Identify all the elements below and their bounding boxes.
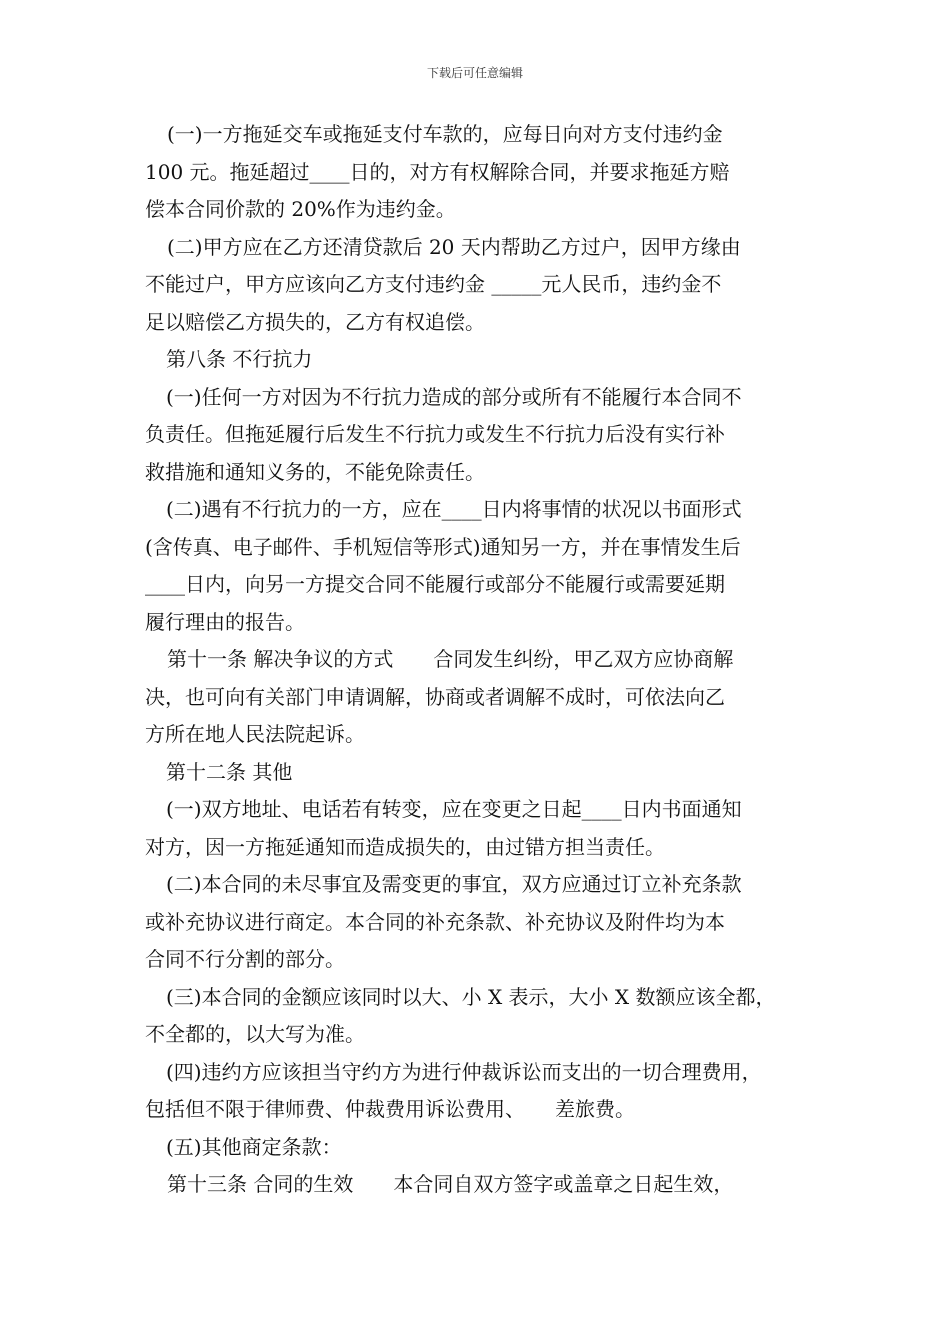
paragraph-line: 不能过户，甲方应该向乙方支付违约金 _____元人民币，违约金不 — [145, 272, 722, 296]
paragraph-line: 负责任。但拖延履行后发生不行抗力或发生不行抗力后没有实行补 — [145, 422, 725, 446]
paragraph-line: 履行理由的报告。 — [145, 609, 305, 634]
paragraph-line: 不全都的，以大写为准。 — [145, 1022, 365, 1046]
paragraph-line: (五)其他商定条款： — [166, 1134, 342, 1159]
paragraph-line: (二)甲方应在乙方还清贷款后 20 天内帮助乙方过户，因甲方缘由 — [167, 234, 741, 259]
paragraph-line: (一)一方拖延交车或拖延支付车款的，应每日向对方支付违约金 — [167, 122, 723, 146]
paragraph-line: (含传真、电子邮件、手机短信等形式)通知另一方，并在事情发生后 — [145, 534, 741, 559]
paragraph-line: (三)本合同的金额应该同时以大、小 X 表示，大小 X 数额应该全都， — [166, 984, 776, 1009]
paragraph-line: (一)任何一方对因为不行抗力造成的部分或所有不能履行本合同不 — [166, 384, 742, 409]
section-heading: 第十二条 其他 — [166, 759, 293, 784]
paragraph-line: (四)违约方应该担当守约方为进行仲裁诉讼而支出的一切合理费用， — [166, 1059, 762, 1084]
section-heading: 第十三条 合同的生效 本合同自双方签字或盖章之日起生效， — [167, 1172, 734, 1196]
section-heading: 第十一条 解决争议的方式 合同发生纠纷，甲乙双方应协商解 — [167, 647, 734, 671]
section-heading: 第八条 不行抗力 — [166, 347, 313, 371]
document-body — [145, 116, 815, 1204]
paragraph-line: (二)本合同的未尽事宜及需变更的事宜，双方应通过订立补充条款 — [166, 872, 742, 896]
page-header: 下载后可任意编辑 — [426, 66, 523, 80]
paragraph-line: 对方，因一方拖延通知而造成损失的，由过错方担当责任。 — [145, 834, 665, 859]
paragraph-line: 或补充协议进行商定。本合同的补充条款、补充协议及附件均为本 — [145, 909, 725, 934]
paragraph-line: 偿本合同价款的 20%作为违约金。 — [145, 197, 456, 221]
paragraph-line: 包括但不限于律师费、仲裁费用诉讼费用、 差旅费。 — [145, 1097, 635, 1121]
paragraph-line: (二)遇有不行抗力的一方，应在____日内将事情的状况以书面形式 — [166, 497, 742, 521]
paragraph-line: 救措施和通知义务的，不能免除责任。 — [145, 459, 485, 484]
paragraph-line: 100 元。拖延超过____日的，对方有权解除合同，并要求拖延方赔 — [145, 159, 730, 184]
paragraph-line: 方所在地人民法院起诉。 — [145, 722, 365, 746]
paragraph-line: (一)双方地址、电话若有转变，应在变更之日起____日内书面通知 — [166, 797, 742, 821]
paragraph-line: 合同不行分割的部分。 — [145, 947, 345, 971]
paragraph-line: 决，也可向有关部门申请调解，协商或者调解不成时，可依法向乙 — [145, 684, 725, 709]
paragraph-line: 足以赔偿乙方损失的，乙方有权追偿。 — [145, 309, 485, 334]
paragraph-line: ____日内，向另一方提交合同不能履行或部分不能履行或需要延期 — [145, 572, 725, 596]
